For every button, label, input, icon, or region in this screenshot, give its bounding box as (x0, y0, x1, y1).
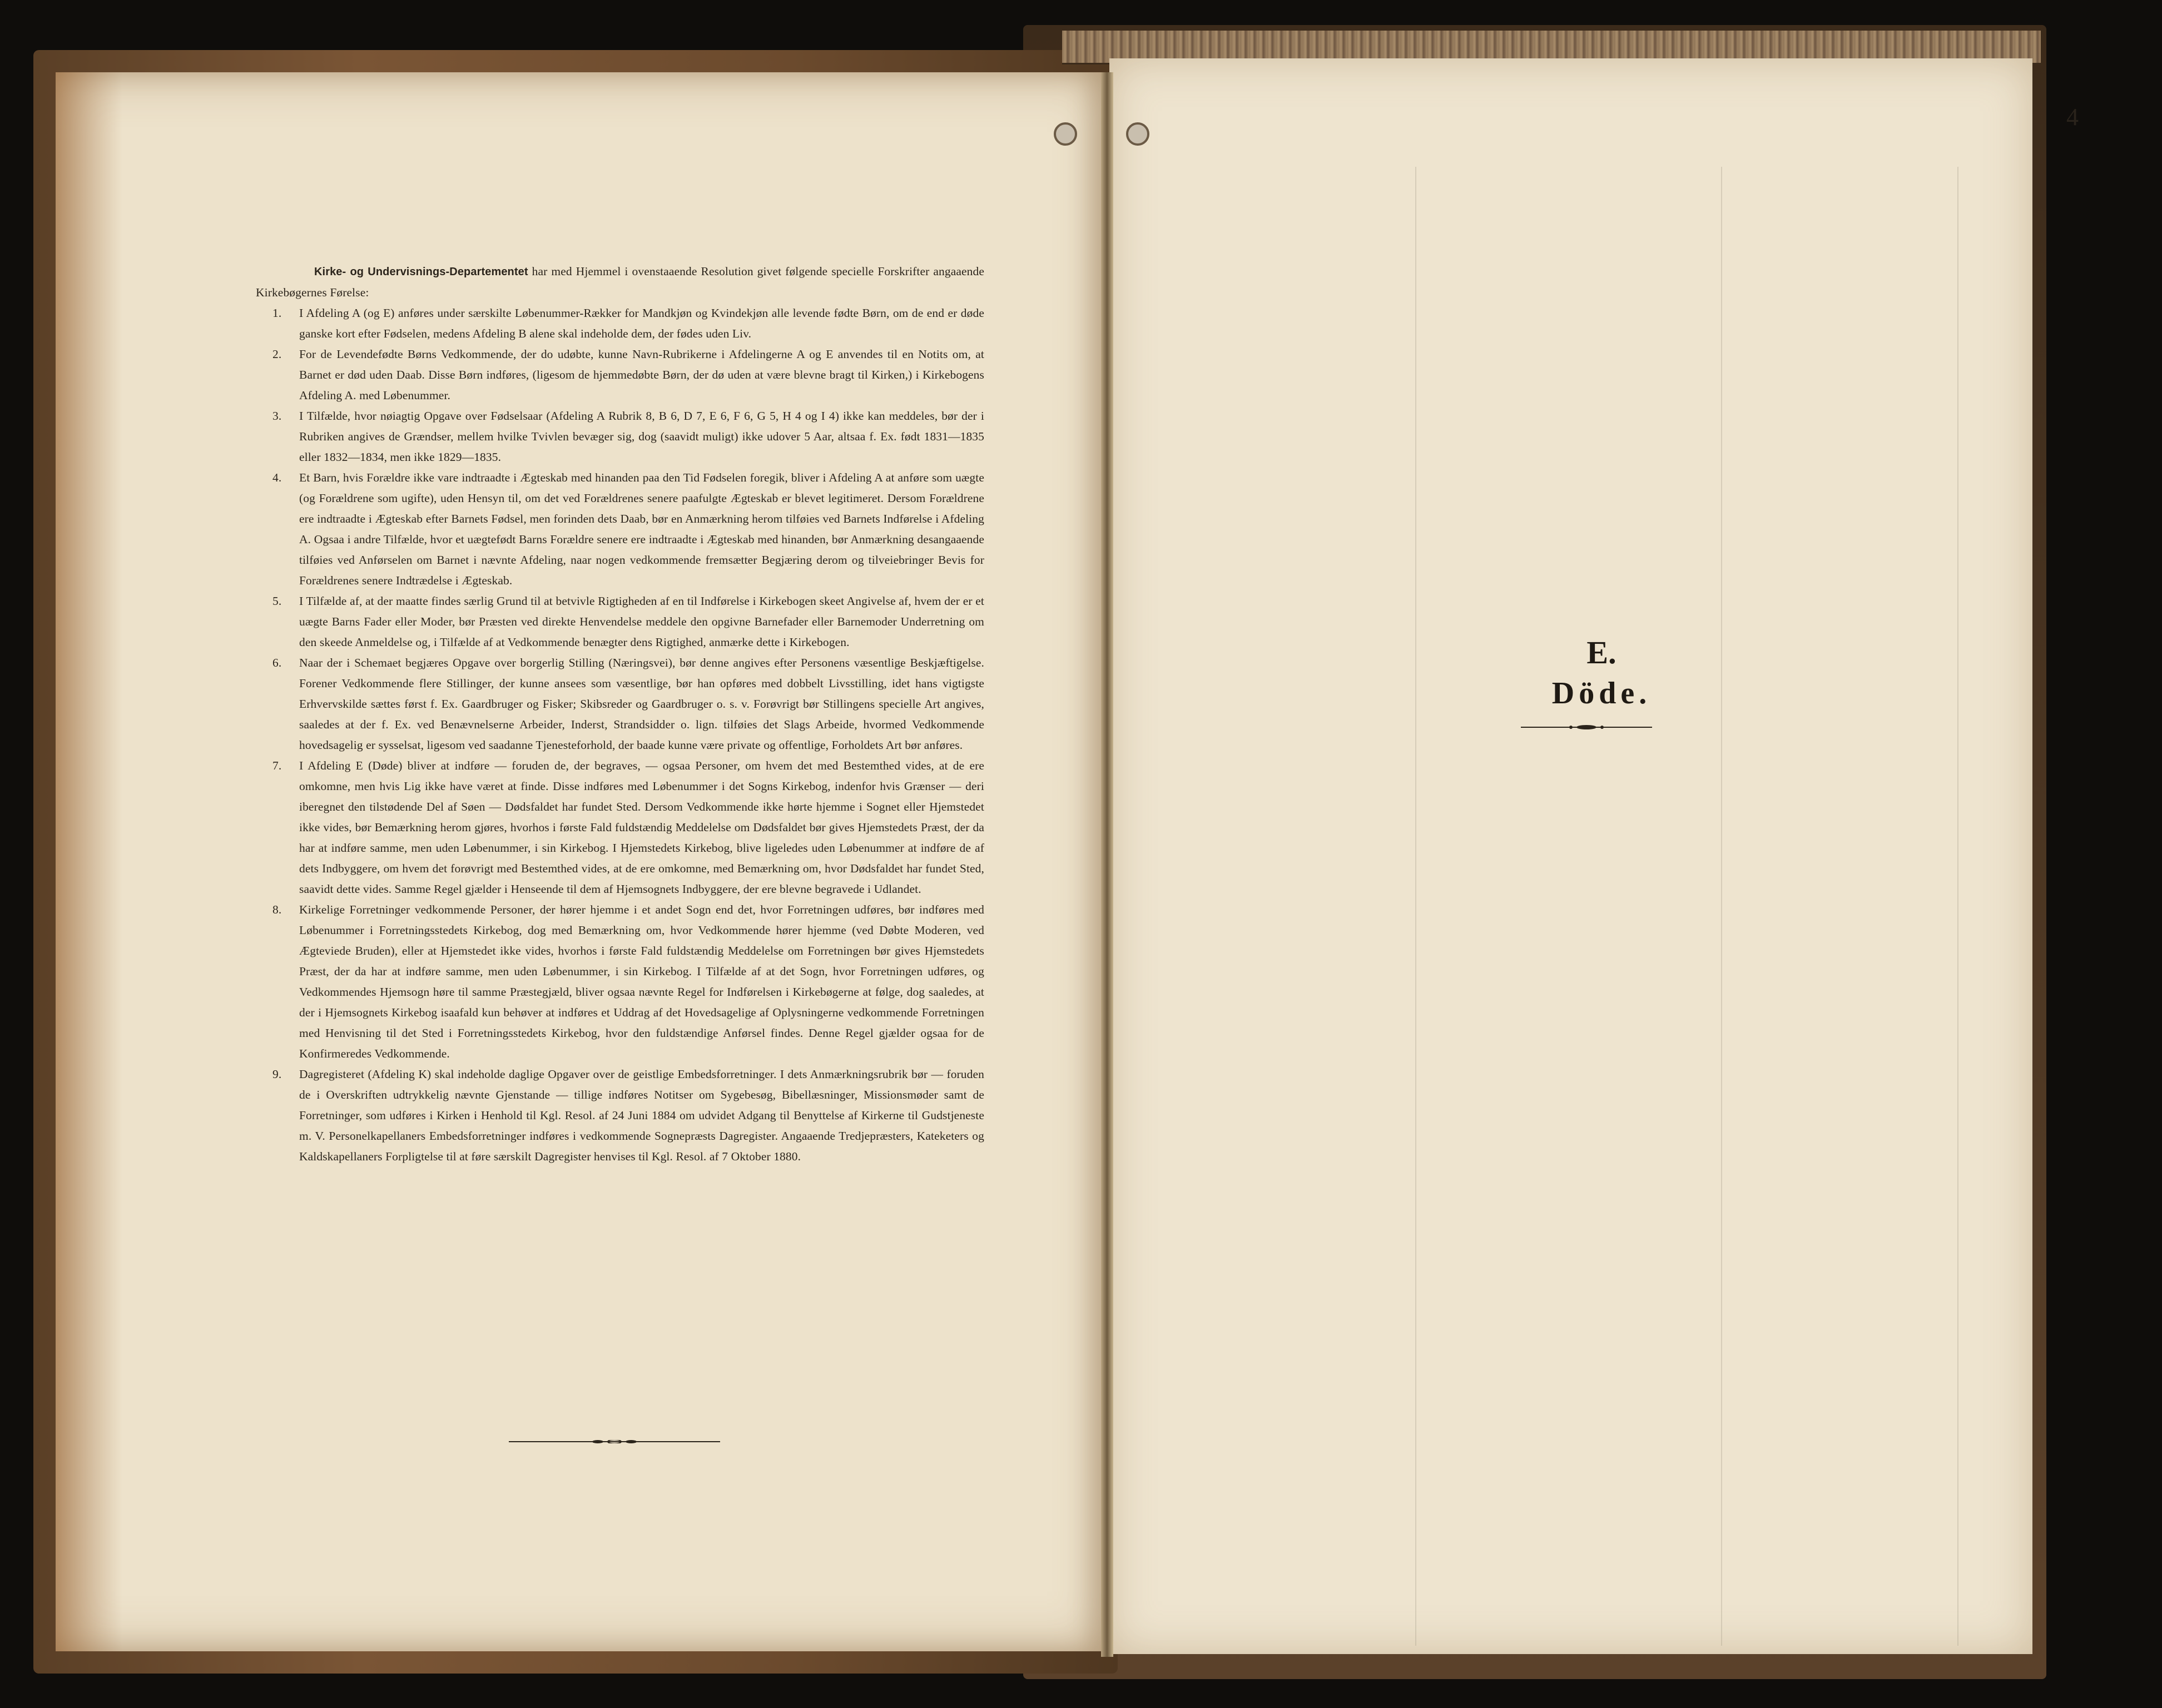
book-gutter (1101, 72, 1113, 1657)
rule-paragraph (256, 303, 984, 344)
rule-text: Et Barn, hvis Forældre ikke vare indtraadte i Ægteskab med hinanden paa den Tid Fødselen foregik, bliver i Afdeling A at anføre som uægte (og Forældrene som ugifte), uden Hensyn til, om det ved Forældrenes senere paafulgte Ægteskab er blevet legitimeret. Dersom Forældrene ere indtraadte i Ægteskab efter Barnets Fødsel, men forinden dets Daab, bør en Anmærkning herom tilføies ved Barnets Indførelse i Afdeling A. Ogsaa i andre Tilfælde, hvor et uægtefødt Barns Forældre senere ere indtraadte i Ægteskab med hinanden, bør Anmærkning desangaaende tilføies ved Anførselen om Barnet i nævnte Afdeling, naar nogen vedkommende fremsætter Begjæring derom og tilveiebringer Bevis for Forældrenes senere Indtrædelse i Ægteskab. (299, 471, 984, 587)
rule-text: I Afdeling A (og E) anføres under særskilte Løbenummer-Rækker for Mandkjøn og Kvindekjøn alle levende fødte Børn, om de end er døde ganske kort efter Fødselen, medens Afdeling B alene skal indeholde dem, der fødes uden Liv. (299, 306, 984, 340)
rule-text: Kirkelige Forretninger vedkommende Personer, der hører hjemme i et andet Sogn end det, hvor Forretningen udføres, bør indføres med Løbenummer i Forretningsstedets Kirkebog, dog med Bemærkning om, hvor Vedkommende hører hjemme (ved Døbte Moderen, ved Ægteviede Bruden), eller at Hjemstedet ikke vides, hvorhos i første Fald fuldstændig Meddelelse om Forretningen bør gives Hjemstedets Præst, der da har at indføre samme, men uden Løbenummer, i sin Kirkebog. I Tilfælde af at det Sogn, hvor Forretningen udføres, og Vedkommendes Hjemsogn høre til samme Præstegjæld, bliver ogsaa nævnte Regel for Indførelsen i Kirkebøgerne at følge, dog saaledes, at der i Hjemsognets Kirkebog isaafald kun behøver at indføres et Uddrag af det Hovedsagelige af Oplysningerne vedkommende Forretningen med Henvisning til det Sted i Forretningsstedets Kirkebog, hvor den fuldstændige Anførsel findes. Denne Regel gjælder ogsaa for de Konfirmeredes Vedkommende. (299, 903, 984, 1060)
page-number: 4 (2066, 103, 2079, 131)
title-underline-ornament (1521, 724, 1652, 730)
rule-number: 5. (272, 594, 282, 608)
rule-text: I Afdeling E (Døde) bliver at indføre — foruden de, der begraves, — ogsaa Personer, om hvem det med Bestemthed vides, at de ere omkomne, men hvis Lig ikke have været at finde. Disse indføres med Løbenummer i det Sogns Kirkebog, indenfor hvis Grænser — deri iberegnet den tilstødende Del af Søen — Dødsfaldet har fundet Sted. Dersom Vedkommende ikke hørte hjemme i Sognet eller Hjemstedet ikke vides, bør Bemærkning herom gjøres, hvorhos i første Fald fuldstændig Meddelelse om Dødsfaldet bør gives Hjemstedets Præst, der da har at indføre samme, men uden Løbenummer, i sin Kirkebog. I Hjemstedets Kirkebog, blive ligeledes uden Løbenummer at indføre de af dets Indbyggere, om hvem det forøvrigt med Bestemthed vides, at de ere omkomne, med Bemærkning om, hvor Dødsfaldet har fundet Sted, saavidt dette vides. Samme Regel gjælder i Henseende til dem af Hjemsognets Indbyggere, der ere blevne begravede i Udlandet. (299, 759, 984, 896)
rule-text: I Tilfælde, hvor nøiagtig Opgave over Fødselsaar (Afdeling A Rubrik 8, B 6, D 7, E 6, F 6, G 5, H 4 og I 4) ikke kan meddeles, bør der i Rubriken angives de Grændser, mellem hvilke Tvivlen bevæger sig, dog (saavidt muligt) ikke udover 5 Aar, altsaa f. Ex. født 1831—1835 eller 1832—1834, men ikke 1829—1835. (299, 409, 984, 464)
department-name: Kirke- og Undervisnings-Departementet (314, 266, 528, 278)
rule-paragraph (256, 406, 984, 468)
intro-paragraph (256, 261, 984, 303)
ornamental-divider (509, 1440, 720, 1443)
rule-number: 3. (272, 409, 282, 423)
regulations-text (256, 261, 984, 1167)
rule-number: 8. (272, 903, 282, 916)
ruled-line (1721, 167, 1722, 1646)
rule-text: I Tilfælde af, at der maatte findes særlig Grund til at betvivle Rigtigheden af en til Indførelse i Kirkebogen skeet Angivelse af, hvem der er et uægte Barns Fader eller Moder, bør Præsten ved direkte Henvendelse meddele den opgivne Barnefader eller Barnemoder Underretning om den skeede Anmeldelse og, i Tilfælde af at Vedkommende benægter dens Rigtighed, anmærke dette i Kirkebogen. (299, 594, 984, 649)
rule-number: 4. (272, 471, 282, 484)
rule-number: 6. (272, 656, 282, 669)
rule-paragraph (256, 468, 984, 591)
rule-number: 2. (272, 347, 282, 361)
ruled-line (1957, 167, 1958, 1646)
section-title: Döde. (1551, 676, 1652, 711)
rule-paragraph (256, 900, 984, 1064)
intro-text: har med Hjemmel i ovenstaaende Resolution givet følgende specielle Forskrifter angaaende Kirkebøgernes Førelse: (256, 265, 984, 299)
rule-number: 1. (272, 306, 282, 320)
section-letter: E. (1586, 634, 1616, 671)
rule-number: 9. (272, 1068, 282, 1081)
left-page-stain (56, 72, 122, 1651)
rule-text: Dagregisteret (Afdeling K) skal indeholde daglige Opgaver over de geistlige Embedsforretninger. I dets Anmærkningsrubrik bør — foruden de i Overskriften udtrykkelig nævnte Gjenstande — tillige indføres Notitser om Sygebesøg, Bibellæsninger, Missionsmøder samt de Forretninger, som udføres i Kirken i Henhold til Kgl. Resol. af 24 Juni 1884 om udvidet Adgang til Benyttelse af Kirkerne til Gudstjeneste m. V. Personelkapellaners Embedsforretninger indføres i vedkommende Sognepræsts Dagregister. Angaaende Tredjepræsters, Kateketers og Kaldskapellaners Forpligtelse til at føre særskilt Dagregister henvises til Kgl. Resol. af 7 Oktober 1880. (299, 1068, 984, 1163)
rule-paragraph (256, 756, 984, 900)
binding-clip-icon (1126, 122, 1149, 146)
rule-paragraph (256, 591, 984, 653)
rule-paragraph (256, 344, 984, 406)
rule-number: 7. (272, 759, 282, 772)
rules-list (256, 303, 984, 1167)
rule-text: For de Levendefødte Børns Vedkommende, der do udøbte, kunne Navn-Rubrikerne i Afdelingerne A og E anvendes til en Notits om, at Barnet er død uden Daab. Disse Børn indføres, (ligesom de hjemmedøbte Børn, der dø uden at være blevne bragt til Kirken,) i Kirkebogens Afdeling A. med Løbenummer. (299, 347, 984, 402)
ruled-line (1415, 167, 1416, 1646)
binding-clip-icon (1054, 122, 1077, 146)
rule-text: Naar der i Schemaet begjæres Opgave over borgerlig Stilling (Næringsvei), bør denne angives efter Personens væsentlige Beskjæftigelse. Forener Vedkommende flere Stillinger, der kunne ansees som væsentlige, bør han opføres med dobbelt Livsstilling, idet hans vigtigste Erhvervskilde sættes først f. Ex. Gaardbruger og Fisker; Skibsreder og Gaardbruger o. s. v. Forøvrigt bør Stillingens specielle Art angives, saaledes at der f. Ex. ved Benævnelserne Arbeider, Inderst, Strandsidder o. lign. tilføies det Slags Arbeide, hvormed Vedkommende hovedsagelig er sysselsat, ligesom ved saadanne Tjenesteforhold, der baade kunne være private og offentlige, Forholdets Art bør anføres. (299, 656, 984, 752)
rule-paragraph (256, 653, 984, 756)
right-page (1109, 58, 2032, 1654)
rule-paragraph (256, 1064, 984, 1167)
